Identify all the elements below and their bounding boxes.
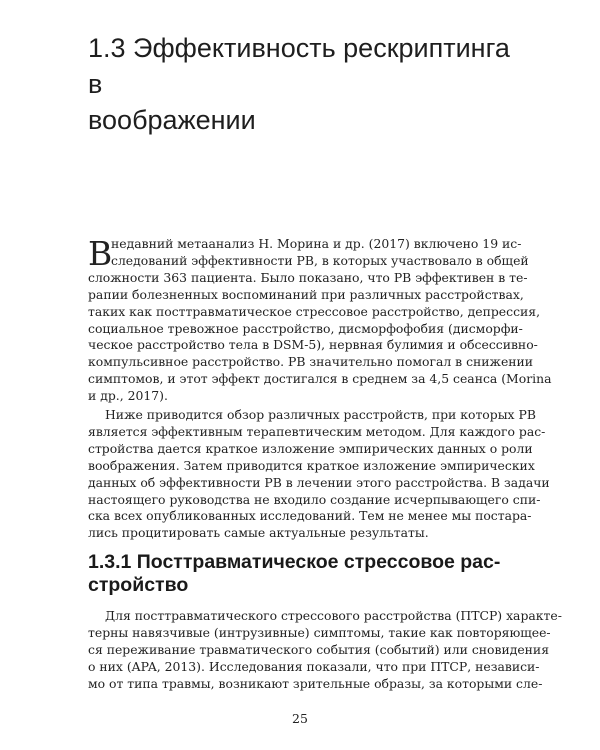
- chapter-title-line: 1.3 Эффективность рескриптинга в: [88, 33, 510, 99]
- page-number: 25: [292, 711, 308, 726]
- chapter-title: [88, 30, 528, 138]
- text-line: симптомов, и этот эффект достигался в среднем за 4,5 сеанса (Morina: [88, 371, 552, 387]
- section-title-line: стройство: [88, 574, 189, 596]
- text-line: следований эффективности РВ, в которых участвовало в общей: [111, 252, 529, 268]
- chapter-title-line: воображении: [88, 105, 256, 135]
- text-line: является эффективным терапевтическим методом. Для каждого рас-: [88, 423, 546, 439]
- text-line: сложности 363 пациента. Было показано, что РВ эффективен в те-: [88, 269, 528, 285]
- text-line: рапии болезненных воспоминаний при различных расстройствах,: [88, 286, 524, 302]
- text-line: ческое расстройство тела в DSM-5), нервная булимия и обсессивно-: [88, 337, 538, 353]
- text-line: настоящего руководства не входило создание исчерпывающего спи-: [88, 491, 541, 507]
- text-line: компульсивное расстройство. РВ значительно помогал в снижении: [88, 354, 534, 370]
- text-line: недавний метаанализ Н. Морина и др. (2017) включено 19 ис-: [111, 236, 522, 251]
- text-line: социальное тревожное расстройство, дисморфофобия (дисморфи-: [88, 320, 523, 336]
- text-line: данных об эффективности РВ в лечении этого расстройства. В задачи: [88, 474, 550, 490]
- paragraph-intro: [88, 234, 552, 405]
- paragraph-overview: [88, 407, 550, 542]
- text-line: Для посттравматического стрессового расстройства (ПТСР) характе-: [105, 608, 562, 623]
- text-line: о них (APA, 2013). Исследования показали, что при ПТСР, независи-: [88, 658, 540, 674]
- text-line: таких как посттравматическое стрессовое расстройство, депрессия,: [88, 303, 541, 319]
- paragraph-ptsd: [88, 608, 562, 693]
- text-line: воображения. Затем приводится краткое изложение эмпирических: [88, 457, 535, 473]
- text-line: и др., 2017).: [88, 388, 168, 404]
- section-title-line: 1.3.1 Посттравматическое стрессовое рас-: [88, 551, 501, 573]
- text-line: ска всех опубликованных исследований. Тем не менее мы постара-: [88, 508, 532, 524]
- section-title: [88, 551, 518, 597]
- text-line: ся переживание травматического события (событий) или сновидения: [88, 641, 550, 657]
- text-line: лись процитировать самые актуальные результаты.: [88, 525, 429, 541]
- text-line: терны навязчивые (интрузивные) симптомы, такие как повторяющее-: [88, 624, 551, 640]
- text-line: стройства дается краткое изложение эмпирических данных о роли: [88, 440, 533, 456]
- text-line: Ниже приводится обзор различных расстройств, при которых РВ: [105, 407, 536, 422]
- text-line: мо от типа травмы, возникают зрительные образы, за которыми сле-: [88, 675, 543, 691]
- drop-cap: В: [88, 234, 113, 273]
